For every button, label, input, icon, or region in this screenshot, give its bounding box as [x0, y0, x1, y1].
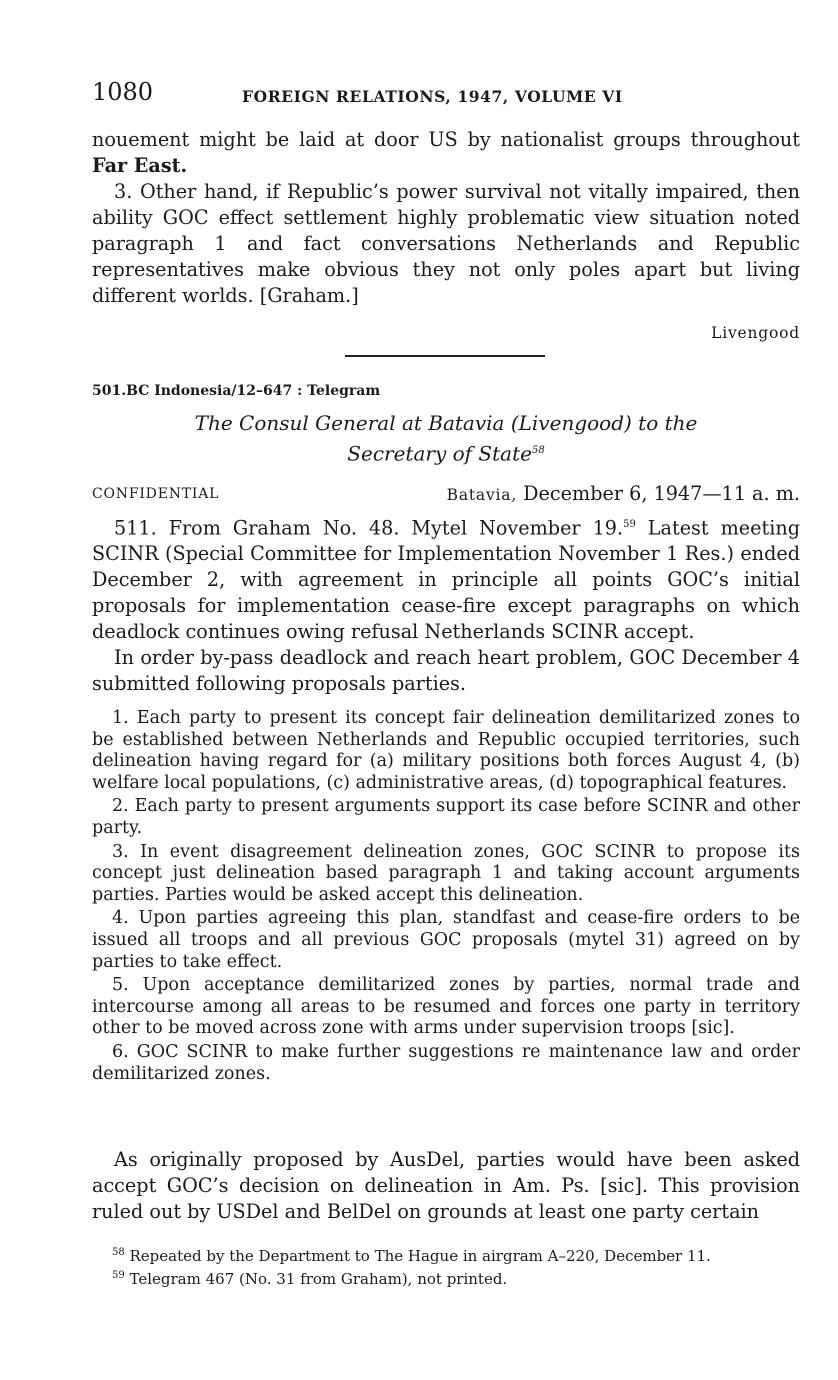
proposal-6: 6. GOC SCINR to make further suggestions re maintenance law and order demilitarized zones. [92, 1041, 800, 1084]
classification: CONFIDENTIAL [92, 486, 220, 502]
proposal-1: 1. Each party to present its concept fair delineation demilitarized zones to be established between Netherlands and Republic occupied territories, such delineation having regard for (a) military positions both forces August 4, (b) welfare local populations, (c) administrative areas, (d) topographical features. [92, 708, 800, 793]
continued-text [92, 127, 800, 309]
footnotes [92, 1243, 800, 1289]
page-number: 1080 [92, 78, 154, 106]
running-head: FOREIGN RELATIONS, 1947, VOLUME VI [242, 87, 623, 106]
paragraph-511: 511. From Graham No. 48. Mytel November 19.59 Latest meeting SCINR (Special Committee for Implementation November 1 Res.) ended December 2, with agreement in principle all points GOC’s initial proposals for implementation cease-fire except paragraphs on which deadlock continues owing refusal Netherlands SCINR accept. [92, 516, 800, 644]
paragraph-bypass: In order by-pass deadlock and reach heart problem, GOC December 4 submitted following proposals parties. [92, 646, 800, 696]
closing-text [92, 1147, 800, 1225]
proposal-4: 4. Upon parties agreeing this plan, standfast and cease-fire orders to be issued all troops and all previous GOC proposals (mytel 31) agreed on by parties to take effect. [92, 908, 800, 972]
page-header [92, 78, 800, 112]
footnote-59: $^{59}$ Telegram 467 (No. 31 from Graham), not printed. [112, 1270, 508, 1288]
paragraph-3: 3. Other hand, if Republic’s power survival not vitally impaired, then ability GOC effect settlement highly problematic view situation noted paragraph 1 and fact conversations Netherlands and Republic representatives make obvious they not only poles apart but living different worlds. [Graham.] [92, 180, 800, 307]
place-date: Batavia, December 6, 1947—11 a. m. [446, 482, 800, 505]
proposal-3: 3. In event disagreement delineation zones, GOC SCINR to propose its concept just delineation based paragraph 1 and taking account arguments parties. Parties would be asked accept this delineation. [92, 841, 800, 905]
footnote-ref-58: 58 [531, 445, 545, 456]
title-line-1: The Consul General at Batavia (Livengood) to the [194, 411, 698, 435]
section-divider [345, 355, 545, 357]
signature: Livengood [711, 324, 800, 342]
proposals-list [92, 708, 800, 1087]
far-east-bold: Far East. [92, 154, 188, 177]
proposal-2: 2. Each party to present arguments support its case before SCINR and other party. [92, 796, 800, 838]
proposal-5: 5. Upon acceptance demilitarized zones by parties, normal trade and intercourse among all areas to be resumed and forces one party in territory other to be moved across zone with arms under supervision troops [sic]. [92, 975, 800, 1039]
telegram-body [92, 512, 800, 697]
document-title [92, 410, 800, 468]
paragraph-continued: nouement might be laid at door US by nationalist groups throughout Far East. [92, 128, 800, 177]
file-number: 501.BC Indonesia/12–647 : Telegram [92, 383, 381, 399]
dateline [92, 482, 800, 508]
title-line-2: Secretary of State$^{58}$ [347, 441, 545, 466]
paragraph-ausdel: As originally proposed by AusDel, parties would have been asked accept GOC’s decision on delineation in Am. Ps. [sic]. This provision ruled out by USDel and BelDel on grounds at least one party certain [92, 1148, 800, 1223]
footnote-58: $^{58}$ Repeated by the Department to The Hague in airgram A–220, December 11. [112, 1247, 711, 1265]
footnote-ref-59: 59 [623, 519, 636, 530]
